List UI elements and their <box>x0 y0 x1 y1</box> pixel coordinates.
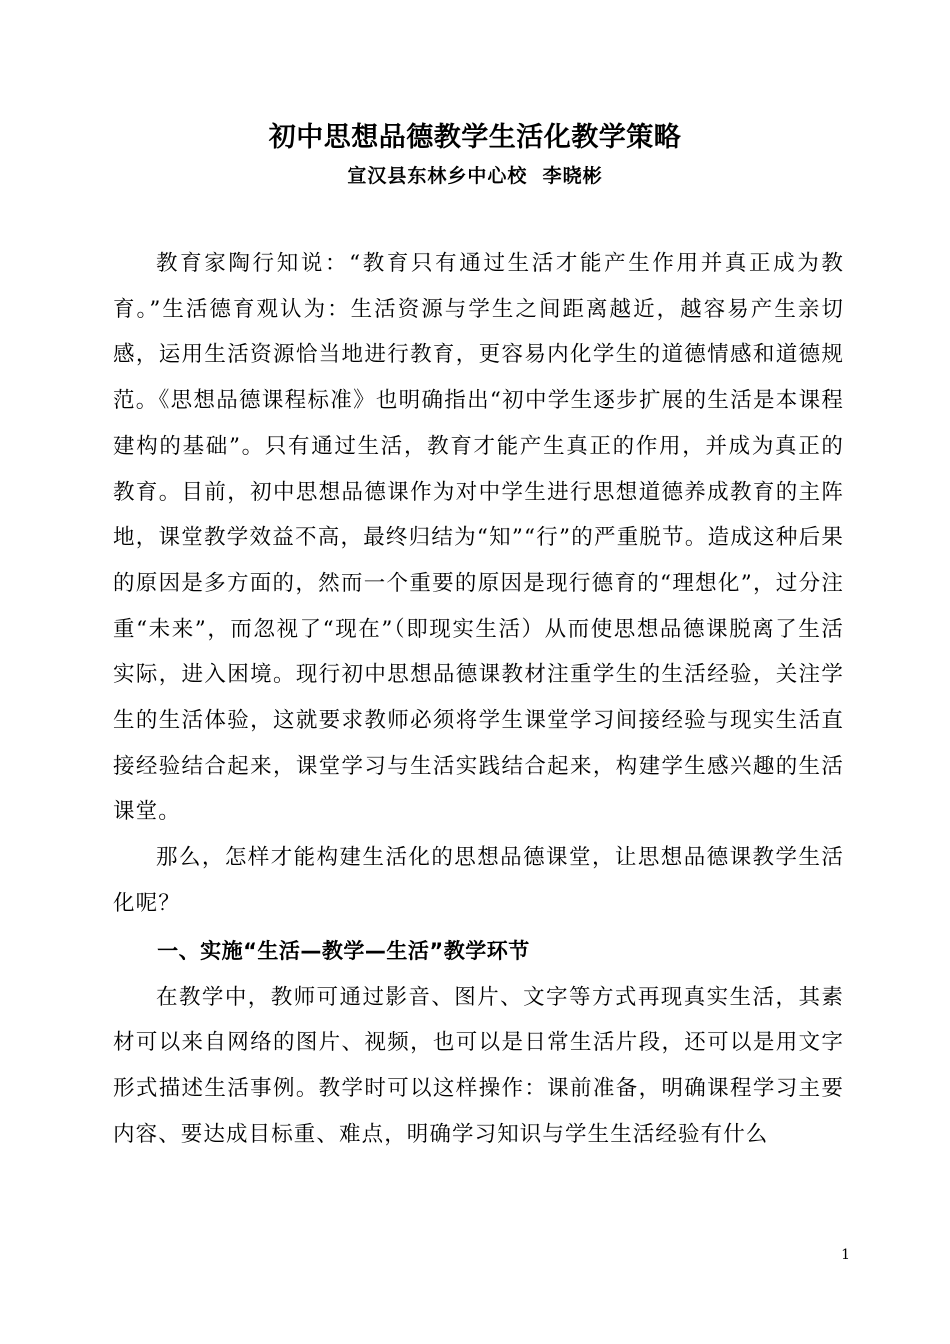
document-body <box>113 241 844 1157</box>
body-paragraph: 那么，怎样才能构建生活化的思想品德课堂，让思想品德课教学生活化呢？ <box>113 845 844 916</box>
document-title: 初中思想品德教学生活化教学策略 <box>268 122 682 153</box>
body-paragraph: 教育家陶行知说：“教育只有通过生活才能产生作用并真正成为教育。”生活德育观认为：生活资源与学生之间距离越近，越容易产生亲切感，运用生活资源恰当地进行教育，更容易内化学生的道德情感和道德规范。《思想品德课程标准》也明确指出“初中学生逐步扩展的生活是本课程建构的基础”。只有通过生活，教育才能产生真正的作用，并成为真正的教育。目前，初中思想品德课作为对中学生进行思想道德养成教育的主阵地，课堂教学效益不高，最终归结为“知”“行”的严重脱节。造成这种后果的原因是多方面的，然而一个重要的原因是现行德育的“理想化”，过分注重“未来”，而忽视了“现在”（即现实生活）从而使思想品德课脱离了生活实际，进入困境。现行初中思想品德课教材注重学生的生活经验，关注学生的生活体验，这就要求教师必须将学生课堂学习间接经验与现实生活直接经验结合起来，课堂学习与生活实践结合起来，构建学生感兴趣的生活课堂。 <box>113 251 844 825</box>
body-paragraph: 在教学中，教师可通过影音、图片、文字等方式再现真实生活，其素材可以来自网络的图片、视频，也可以是日常生活片段，还可以是用文字形式描述生活事例。教学时可以这样操作：课前准备，明确课程学习主要内容、要达成目标重、难点，明确学习知识与学生生活经验有什么 <box>113 984 844 1147</box>
page-number: 1 <box>841 1247 850 1263</box>
section-heading: 一、实施“生活—教学—生活”教学环节 <box>157 938 530 963</box>
author-byline: 宣汉县东林乡中心校 李晓彬 <box>347 165 603 187</box>
